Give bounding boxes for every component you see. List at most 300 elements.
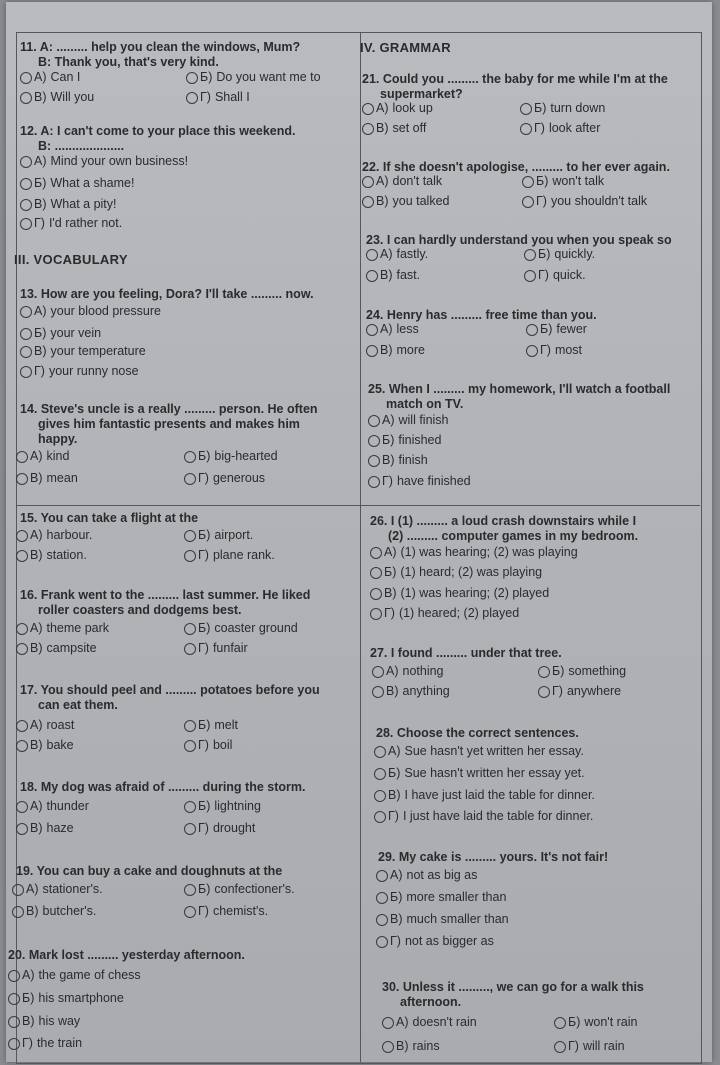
radio-circle-icon[interactable] bbox=[184, 884, 196, 896]
option-letter: В) bbox=[30, 548, 43, 562]
question-22 bbox=[362, 160, 670, 175]
radio-circle-icon[interactable] bbox=[368, 455, 380, 467]
radio-circle-icon[interactable] bbox=[376, 936, 388, 948]
radio-circle-icon[interactable] bbox=[16, 473, 28, 485]
answer-option[interactable] bbox=[368, 413, 449, 428]
answer-option[interactable] bbox=[538, 664, 626, 679]
option-text: Mind your own business! bbox=[50, 154, 189, 168]
radio-circle-icon[interactable] bbox=[366, 324, 378, 336]
radio-circle-icon[interactable] bbox=[184, 473, 196, 485]
radio-circle-icon[interactable] bbox=[538, 686, 550, 698]
option-text: doesn't rain bbox=[412, 1015, 477, 1029]
question-text: 16. Frank went to the ......... last summer. He liked bbox=[20, 588, 311, 602]
radio-circle-icon[interactable] bbox=[526, 345, 538, 357]
radio-circle-icon[interactable] bbox=[16, 823, 28, 835]
option-text: fewer bbox=[556, 322, 587, 336]
question-text: 19. You can buy a cake and doughnuts at the bbox=[16, 864, 283, 878]
option-text: the game of chess bbox=[38, 968, 141, 982]
radio-circle-icon[interactable] bbox=[382, 1017, 394, 1029]
option-letter: Г) bbox=[538, 268, 549, 282]
option-letter: Б) bbox=[198, 528, 211, 542]
answer-option[interactable] bbox=[370, 565, 542, 580]
option-letter: В) bbox=[30, 641, 43, 655]
answer-option[interactable] bbox=[8, 1036, 82, 1051]
radio-circle-icon[interactable] bbox=[522, 196, 534, 208]
radio-circle-icon[interactable] bbox=[184, 740, 196, 752]
question-30 bbox=[382, 980, 644, 1010]
radio-circle-icon[interactable] bbox=[16, 643, 28, 655]
question-text: (2) ......... computer games in my bedroom. bbox=[388, 529, 639, 543]
option-letter: A) bbox=[34, 304, 47, 318]
radio-circle-icon[interactable] bbox=[382, 1041, 394, 1053]
answer-option[interactable] bbox=[366, 268, 420, 283]
radio-circle-icon[interactable] bbox=[362, 103, 374, 115]
option-letter: Б) bbox=[538, 247, 551, 261]
answer-option[interactable] bbox=[366, 247, 428, 262]
answer-option[interactable] bbox=[184, 799, 261, 814]
option-text: butcher's. bbox=[42, 904, 97, 918]
answer-option[interactable] bbox=[362, 174, 442, 189]
radio-circle-icon[interactable] bbox=[520, 103, 532, 115]
answer-option[interactable] bbox=[520, 121, 600, 136]
answer-option[interactable] bbox=[20, 154, 188, 169]
question-16 bbox=[20, 588, 310, 618]
option-text: Sue hasn't written her essay yet. bbox=[404, 766, 585, 780]
option-text: (1) heared; (2) played bbox=[398, 606, 520, 620]
answer-option[interactable] bbox=[184, 882, 295, 897]
answer-option[interactable] bbox=[372, 684, 450, 699]
option-letter: Г) bbox=[198, 471, 209, 485]
option-text: not as bigger as bbox=[404, 934, 494, 948]
radio-circle-icon[interactable] bbox=[374, 768, 386, 780]
radio-circle-icon[interactable] bbox=[366, 345, 378, 357]
answer-option[interactable] bbox=[16, 621, 109, 636]
question-29 bbox=[378, 850, 608, 865]
radio-circle-icon[interactable] bbox=[20, 366, 32, 378]
radio-circle-icon[interactable] bbox=[376, 892, 388, 904]
radio-circle-icon[interactable] bbox=[184, 906, 196, 918]
answer-option[interactable] bbox=[376, 890, 506, 905]
option-text: lightning bbox=[214, 799, 261, 813]
radio-circle-icon[interactable] bbox=[16, 740, 28, 752]
question-text: 21. Could you ......... the baby for me while I'm at the bbox=[362, 72, 668, 86]
answer-option[interactable] bbox=[20, 364, 139, 379]
question-text: gives him fantastic presents and makes him bbox=[38, 417, 300, 431]
question-text: roller coasters and dodgems best. bbox=[38, 603, 242, 617]
option-text: (1) was hearing; (2) was playing bbox=[400, 545, 578, 559]
radio-circle-icon[interactable] bbox=[362, 176, 374, 188]
option-letter: Б) bbox=[198, 449, 211, 463]
answer-option[interactable] bbox=[186, 70, 321, 85]
question-28 bbox=[376, 726, 579, 741]
option-text: much smaller than bbox=[406, 912, 509, 926]
option-text: drought bbox=[212, 821, 256, 835]
option-text: station. bbox=[46, 548, 87, 562]
option-letter: В) bbox=[34, 344, 47, 358]
question-text: 27. I found ......... under that tree. bbox=[370, 646, 562, 660]
option-text: set off bbox=[392, 121, 427, 135]
answer-option[interactable] bbox=[370, 586, 549, 601]
option-text: Will you bbox=[50, 90, 95, 104]
answer-option[interactable] bbox=[16, 821, 74, 836]
question-21 bbox=[362, 72, 668, 102]
option-letter: Б) bbox=[382, 433, 395, 447]
question-text: 12. A: I can't come to your place this weekend. bbox=[20, 124, 296, 138]
question-text: 29. My cake is ......... yours. It's not fair! bbox=[378, 850, 609, 864]
option-text: I'd rather not. bbox=[48, 216, 123, 230]
option-text: anything bbox=[402, 684, 450, 698]
radio-circle-icon[interactable] bbox=[16, 720, 28, 732]
radio-circle-icon[interactable] bbox=[526, 324, 538, 336]
answer-option[interactable] bbox=[20, 70, 80, 85]
answer-option[interactable] bbox=[16, 449, 69, 464]
option-letter: Г) bbox=[198, 548, 209, 562]
radio-circle-icon[interactable] bbox=[8, 1016, 20, 1028]
answer-option[interactable] bbox=[362, 101, 433, 116]
radio-circle-icon[interactable] bbox=[16, 801, 28, 813]
radio-circle-icon[interactable] bbox=[16, 530, 28, 542]
radio-circle-icon[interactable] bbox=[12, 906, 24, 918]
radio-circle-icon[interactable] bbox=[368, 476, 380, 488]
answer-option[interactable] bbox=[370, 545, 578, 560]
radio-circle-icon[interactable] bbox=[524, 249, 536, 261]
radio-circle-icon[interactable] bbox=[184, 451, 196, 463]
question-text: happy. bbox=[38, 432, 78, 446]
question-13 bbox=[20, 287, 314, 302]
option-letter: A) bbox=[382, 413, 395, 427]
option-letter: В) bbox=[30, 738, 43, 752]
answer-option[interactable] bbox=[184, 621, 298, 636]
option-text: most bbox=[554, 343, 583, 357]
question-text: 17. You should peel and ......... potatoes before you bbox=[20, 683, 320, 697]
radio-circle-icon[interactable] bbox=[370, 547, 382, 559]
radio-circle-icon[interactable] bbox=[16, 623, 28, 635]
question-text: 22. If she doesn't apologise, ......... to her ever again. bbox=[362, 160, 670, 174]
answer-option[interactable] bbox=[374, 788, 595, 803]
radio-circle-icon[interactable] bbox=[20, 72, 32, 84]
answer-option[interactable] bbox=[184, 821, 255, 836]
answer-option[interactable] bbox=[16, 548, 87, 563]
question-text: afternoon. bbox=[400, 995, 462, 1009]
answer-option[interactable] bbox=[16, 718, 74, 733]
option-letter: Г) bbox=[568, 1039, 579, 1053]
option-letter: В) bbox=[376, 121, 389, 135]
radio-circle-icon[interactable] bbox=[368, 435, 380, 447]
answer-option[interactable] bbox=[20, 90, 94, 105]
option-letter: Б) bbox=[198, 621, 211, 635]
option-letter: Б) bbox=[536, 174, 549, 188]
question-text: 28. Choose the correct sentences. bbox=[376, 726, 579, 740]
option-letter: Г) bbox=[536, 194, 547, 208]
option-letter: В) bbox=[34, 90, 47, 104]
option-text: big-hearted bbox=[214, 449, 278, 463]
answer-option[interactable] bbox=[16, 641, 97, 656]
option-text: won't rain bbox=[584, 1015, 638, 1029]
option-text: finish bbox=[398, 453, 428, 467]
answer-option[interactable] bbox=[20, 216, 122, 231]
radio-circle-icon[interactable] bbox=[16, 451, 28, 463]
option-text: fast. bbox=[396, 268, 421, 282]
answer-option[interactable] bbox=[184, 738, 232, 753]
radio-circle-icon[interactable] bbox=[20, 346, 32, 358]
answer-option[interactable] bbox=[184, 528, 253, 543]
option-letter: Г) bbox=[198, 904, 209, 918]
option-text: anywhere bbox=[566, 684, 622, 698]
option-letter: В) bbox=[376, 194, 389, 208]
radio-circle-icon[interactable] bbox=[184, 643, 196, 655]
question-15 bbox=[20, 511, 198, 526]
option-text: (1) heard; (2) was playing bbox=[400, 565, 543, 579]
answer-option[interactable] bbox=[8, 991, 124, 1006]
answer-option[interactable] bbox=[12, 882, 103, 897]
answer-option[interactable] bbox=[8, 968, 141, 983]
radio-circle-icon[interactable] bbox=[362, 123, 374, 135]
option-text: quick. bbox=[552, 268, 586, 282]
answer-option[interactable] bbox=[370, 606, 519, 621]
radio-circle-icon[interactable] bbox=[20, 328, 32, 340]
option-letter: Б) bbox=[198, 799, 211, 813]
radio-circle-icon[interactable] bbox=[368, 415, 380, 427]
option-text: What a pity! bbox=[50, 197, 117, 211]
radio-circle-icon[interactable] bbox=[184, 550, 196, 562]
radio-circle-icon[interactable] bbox=[8, 1038, 20, 1050]
option-text: kind bbox=[46, 449, 70, 463]
row-divider bbox=[16, 505, 700, 506]
option-letter: В) bbox=[390, 912, 403, 926]
answer-option[interactable] bbox=[184, 548, 275, 563]
radio-circle-icon[interactable] bbox=[20, 199, 32, 211]
radio-circle-icon[interactable] bbox=[184, 623, 196, 635]
radio-circle-icon[interactable] bbox=[186, 92, 198, 104]
radio-circle-icon[interactable] bbox=[522, 176, 534, 188]
answer-option[interactable] bbox=[368, 453, 428, 468]
option-letter: В) bbox=[386, 684, 399, 698]
question-25 bbox=[368, 382, 670, 412]
option-text: mean bbox=[46, 471, 78, 485]
answer-option[interactable] bbox=[186, 90, 250, 105]
radio-circle-icon[interactable] bbox=[184, 720, 196, 732]
answer-option[interactable] bbox=[20, 304, 161, 319]
answer-option[interactable] bbox=[184, 471, 265, 486]
option-letter: В) bbox=[396, 1039, 409, 1053]
radio-circle-icon[interactable] bbox=[20, 178, 32, 190]
answer-option[interactable] bbox=[366, 322, 419, 337]
option-letter: В) bbox=[380, 343, 393, 357]
radio-circle-icon[interactable] bbox=[524, 270, 536, 282]
answer-option[interactable] bbox=[554, 1015, 637, 1030]
radio-circle-icon[interactable] bbox=[554, 1017, 566, 1029]
option-letter: Б) bbox=[198, 718, 211, 732]
radio-circle-icon[interactable] bbox=[12, 884, 24, 896]
question-text: 13. How are you feeling, Dora? I'll take ......... now. bbox=[20, 287, 314, 301]
option-letter: A) bbox=[380, 322, 393, 336]
radio-circle-icon[interactable] bbox=[8, 970, 20, 982]
radio-circle-icon[interactable] bbox=[374, 811, 386, 823]
answer-option[interactable] bbox=[522, 174, 604, 189]
option-text: rains bbox=[412, 1039, 440, 1053]
option-text: your temperature bbox=[50, 344, 146, 358]
option-letter: Б) bbox=[384, 565, 397, 579]
answer-option[interactable] bbox=[366, 343, 425, 358]
radio-circle-icon[interactable] bbox=[376, 870, 388, 882]
option-text: quickly. bbox=[554, 247, 596, 261]
answer-option[interactable] bbox=[184, 904, 268, 919]
question-text: 18. My dog was afraid of ......... during the storm. bbox=[20, 780, 306, 794]
option-letter: Б) bbox=[390, 890, 403, 904]
radio-circle-icon[interactable] bbox=[376, 914, 388, 926]
answer-option[interactable] bbox=[526, 343, 582, 358]
option-letter: A) bbox=[22, 968, 35, 982]
radio-circle-icon[interactable] bbox=[20, 156, 32, 168]
option-letter: Г) bbox=[540, 343, 551, 357]
answer-option[interactable] bbox=[20, 326, 101, 341]
question-text: 14. Steve's uncle is a really ......... person. He often bbox=[20, 402, 318, 416]
option-letter: A) bbox=[26, 882, 39, 896]
answer-option[interactable] bbox=[12, 904, 96, 919]
option-letter: Б) bbox=[34, 326, 47, 340]
radio-circle-icon[interactable] bbox=[186, 72, 198, 84]
question-text: 23. I can hardly understand you when you speak so bbox=[366, 233, 672, 247]
answer-option[interactable] bbox=[372, 664, 444, 679]
radio-circle-icon[interactable] bbox=[374, 790, 386, 802]
option-text: less bbox=[396, 322, 419, 336]
option-letter: A) bbox=[380, 247, 393, 261]
option-text: I have just laid the table for dinner. bbox=[404, 788, 595, 802]
radio-circle-icon[interactable] bbox=[372, 666, 384, 678]
radio-circle-icon[interactable] bbox=[184, 801, 196, 813]
answer-option[interactable] bbox=[184, 449, 278, 464]
radio-circle-icon[interactable] bbox=[366, 249, 378, 261]
radio-circle-icon[interactable] bbox=[370, 588, 382, 600]
radio-circle-icon[interactable] bbox=[20, 92, 32, 104]
answer-option[interactable] bbox=[368, 433, 441, 448]
option-text: more smaller than bbox=[406, 890, 507, 904]
option-letter: A) bbox=[30, 718, 43, 732]
radio-circle-icon[interactable] bbox=[374, 746, 386, 758]
radio-circle-icon[interactable] bbox=[370, 608, 382, 620]
option-letter: A) bbox=[384, 545, 397, 559]
radio-circle-icon[interactable] bbox=[8, 993, 20, 1005]
option-letter: A) bbox=[386, 664, 399, 678]
option-text: you talked bbox=[392, 194, 450, 208]
option-text: plane rank. bbox=[212, 548, 275, 562]
answer-option[interactable] bbox=[376, 912, 509, 927]
question-text: B: Thank you, that's very kind. bbox=[38, 55, 219, 69]
radio-circle-icon[interactable] bbox=[16, 550, 28, 562]
radio-circle-icon[interactable] bbox=[520, 123, 532, 135]
answer-option[interactable] bbox=[20, 197, 117, 212]
column-divider bbox=[360, 32, 361, 1062]
option-text: look after bbox=[548, 121, 601, 135]
section-grammar: IV. GRAMMAR bbox=[360, 40, 451, 55]
answer-option[interactable] bbox=[376, 868, 477, 883]
option-text: haze bbox=[46, 821, 74, 835]
answer-option[interactable] bbox=[368, 474, 471, 489]
option-text: confectioner's. bbox=[214, 882, 295, 896]
answer-option[interactable] bbox=[16, 799, 89, 814]
answer-option[interactable] bbox=[184, 718, 238, 733]
option-text: I just have laid the table for dinner. bbox=[402, 809, 594, 823]
radio-circle-icon[interactable] bbox=[370, 567, 382, 579]
option-letter: Б) bbox=[534, 101, 547, 115]
option-letter: Б) bbox=[552, 664, 565, 678]
option-text: Can I bbox=[50, 70, 81, 84]
option-letter: Г) bbox=[34, 364, 45, 378]
option-text: the train bbox=[36, 1036, 83, 1050]
option-letter: A) bbox=[30, 528, 43, 542]
answer-option[interactable] bbox=[362, 194, 449, 209]
question-text: B: .................... bbox=[38, 139, 125, 153]
answer-option[interactable] bbox=[16, 528, 92, 543]
answer-option[interactable] bbox=[522, 194, 647, 209]
answer-option[interactable] bbox=[374, 744, 584, 759]
answer-option[interactable] bbox=[20, 344, 146, 359]
option-text: will rain bbox=[582, 1039, 625, 1053]
option-text: (1) was hearing; (2) played bbox=[400, 586, 550, 600]
question-20 bbox=[8, 948, 245, 963]
radio-circle-icon[interactable] bbox=[20, 218, 32, 230]
radio-circle-icon[interactable] bbox=[362, 196, 374, 208]
answer-option[interactable] bbox=[520, 101, 605, 116]
radio-circle-icon[interactable] bbox=[538, 666, 550, 678]
answer-option[interactable] bbox=[554, 1039, 625, 1054]
option-text: have finished bbox=[396, 474, 471, 488]
option-text: roast bbox=[46, 718, 75, 732]
question-text: match on TV. bbox=[386, 397, 464, 411]
radio-circle-icon[interactable] bbox=[366, 270, 378, 282]
option-text: thunder bbox=[46, 799, 89, 813]
radio-circle-icon[interactable] bbox=[372, 686, 384, 698]
option-letter: Г) bbox=[198, 641, 209, 655]
radio-circle-icon[interactable] bbox=[184, 530, 196, 542]
test-sheet bbox=[6, 2, 712, 1062]
radio-circle-icon[interactable] bbox=[554, 1041, 566, 1053]
answer-option[interactable] bbox=[538, 684, 621, 699]
radio-circle-icon[interactable] bbox=[20, 306, 32, 318]
answer-option[interactable] bbox=[362, 121, 426, 136]
question-text: 30. Unless it ........., we can go for a walk this bbox=[382, 980, 644, 994]
answer-option[interactable] bbox=[382, 1039, 440, 1054]
answer-option[interactable] bbox=[382, 1015, 477, 1030]
answer-option[interactable] bbox=[8, 1014, 80, 1029]
answer-option[interactable] bbox=[20, 176, 134, 191]
option-letter: A) bbox=[396, 1015, 409, 1029]
answer-option[interactable] bbox=[526, 322, 587, 337]
option-text: will finish bbox=[398, 413, 449, 427]
answer-option[interactable] bbox=[376, 934, 494, 949]
answer-option[interactable] bbox=[184, 641, 248, 656]
radio-circle-icon[interactable] bbox=[184, 823, 196, 835]
option-text: generous bbox=[212, 471, 266, 485]
section-vocabulary: III. VOCABULARY bbox=[14, 252, 128, 267]
option-letter: Б) bbox=[568, 1015, 581, 1029]
option-letter: Г) bbox=[390, 934, 401, 948]
option-letter: Г) bbox=[382, 474, 393, 488]
answer-option[interactable] bbox=[374, 809, 593, 824]
option-text: look up bbox=[392, 101, 433, 115]
answer-option[interactable] bbox=[524, 268, 586, 283]
option-text: his smartphone bbox=[38, 991, 124, 1005]
option-letter: A) bbox=[30, 799, 43, 813]
option-text: more bbox=[396, 343, 425, 357]
question-text: 25. When I ......... my homework, I'll watch a football bbox=[368, 382, 671, 396]
option-text: airport. bbox=[214, 528, 254, 542]
answer-option[interactable] bbox=[524, 247, 595, 262]
answer-option[interactable] bbox=[16, 471, 78, 486]
option-text: finished bbox=[398, 433, 442, 447]
answer-option[interactable] bbox=[16, 738, 74, 753]
answer-option[interactable] bbox=[374, 766, 585, 781]
